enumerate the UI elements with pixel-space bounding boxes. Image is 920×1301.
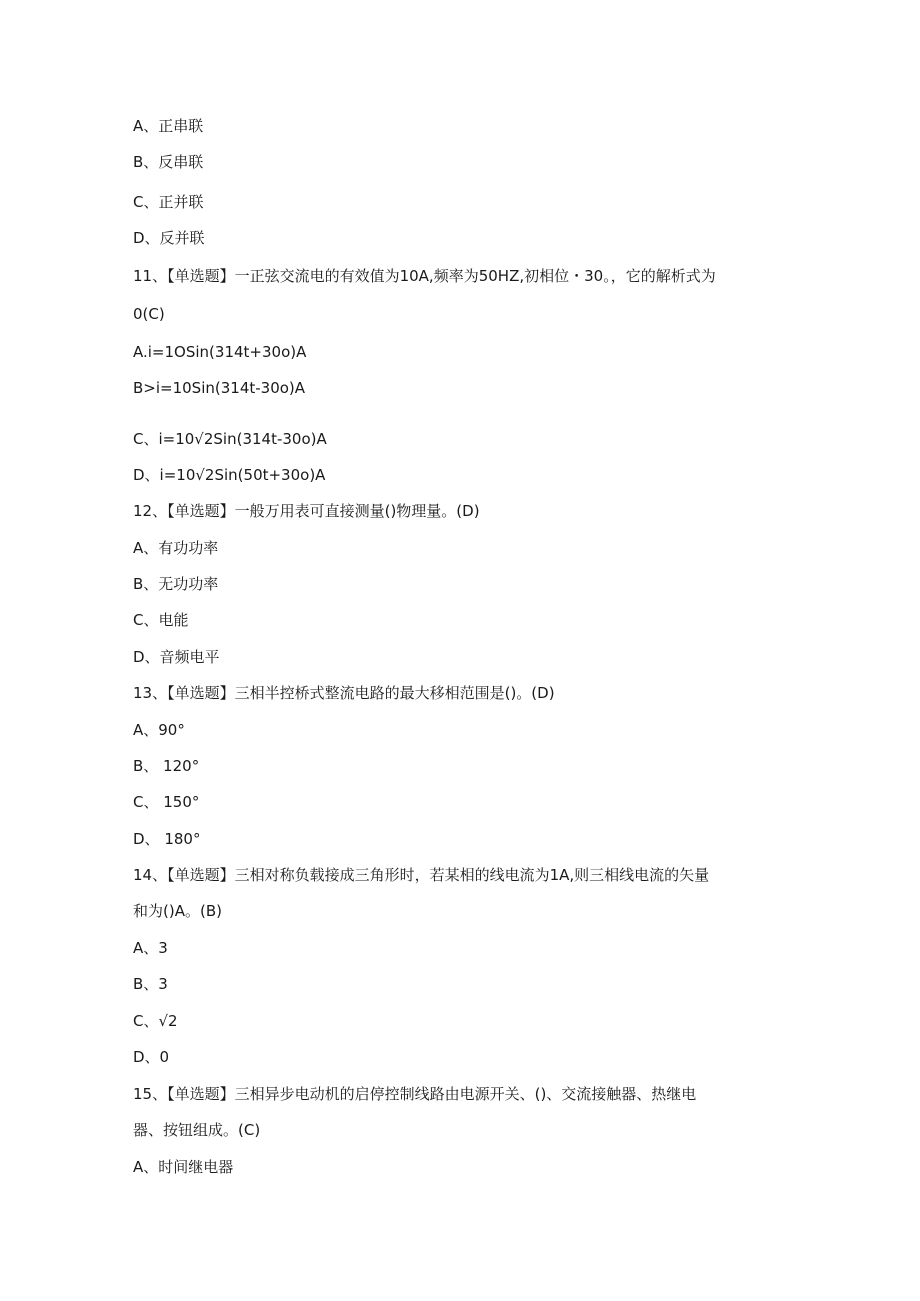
question-13: 13、【单选题】三相半控桥式整流电路的最大移相范围是()。(D): [133, 684, 555, 702]
option-c: C、电能: [133, 611, 189, 629]
option-b: B>i=10Sin(314t-30o)A: [133, 379, 306, 397]
option-d: D、 180°: [133, 830, 201, 848]
question-15: 15、【单选题】三相异步电动机的启停控制线路由电源开关、()、交流接触器、热继电: [133, 1085, 697, 1103]
question-14: 14、【单选题】三相对称负载接成三角形时，若某相的线电流为1A,则三相线电流的矢量: [133, 866, 710, 884]
option-a: A、有功功率: [133, 539, 219, 557]
option-b: B、 120°: [133, 757, 200, 775]
option-a: A、3: [133, 939, 168, 957]
option-a: A、正串联: [133, 117, 204, 135]
option-d: D、i=10√2Sin(50t+30o)A: [133, 466, 326, 484]
option-c: C、正并联: [133, 193, 204, 211]
option-b: B、无功功率: [133, 575, 219, 593]
question-15-cont: 器、按钮组成。(C): [133, 1121, 261, 1139]
option-a: A、90°: [133, 721, 185, 739]
question-14-cont: 和为()A。(B): [133, 902, 222, 920]
option-d: D、反并联: [133, 229, 205, 247]
option-b: B、3: [133, 975, 168, 993]
question-11: 11、【单选题】一正弦交流电的有效值为10A,频率为50HZ,初相位・30。，它的解析式为: [133, 267, 716, 285]
option-d: D、0: [133, 1048, 170, 1066]
option-a: A.i=1OSin(314t+30o)A: [133, 343, 307, 361]
question-12: 12、【单选题】一般万用表可直接测量()物理量。(D): [133, 502, 480, 520]
option-d: D、音频电平: [133, 648, 220, 666]
option-c: C、√2: [133, 1012, 178, 1030]
option-a: A、时间继电器: [133, 1158, 234, 1176]
option-c: C、i=10√2Sin(314t-30o)A: [133, 430, 327, 448]
option-b: B、反串联: [133, 153, 204, 171]
question-11-cont: 0(C): [133, 305, 165, 323]
option-c: C、 150°: [133, 793, 200, 811]
